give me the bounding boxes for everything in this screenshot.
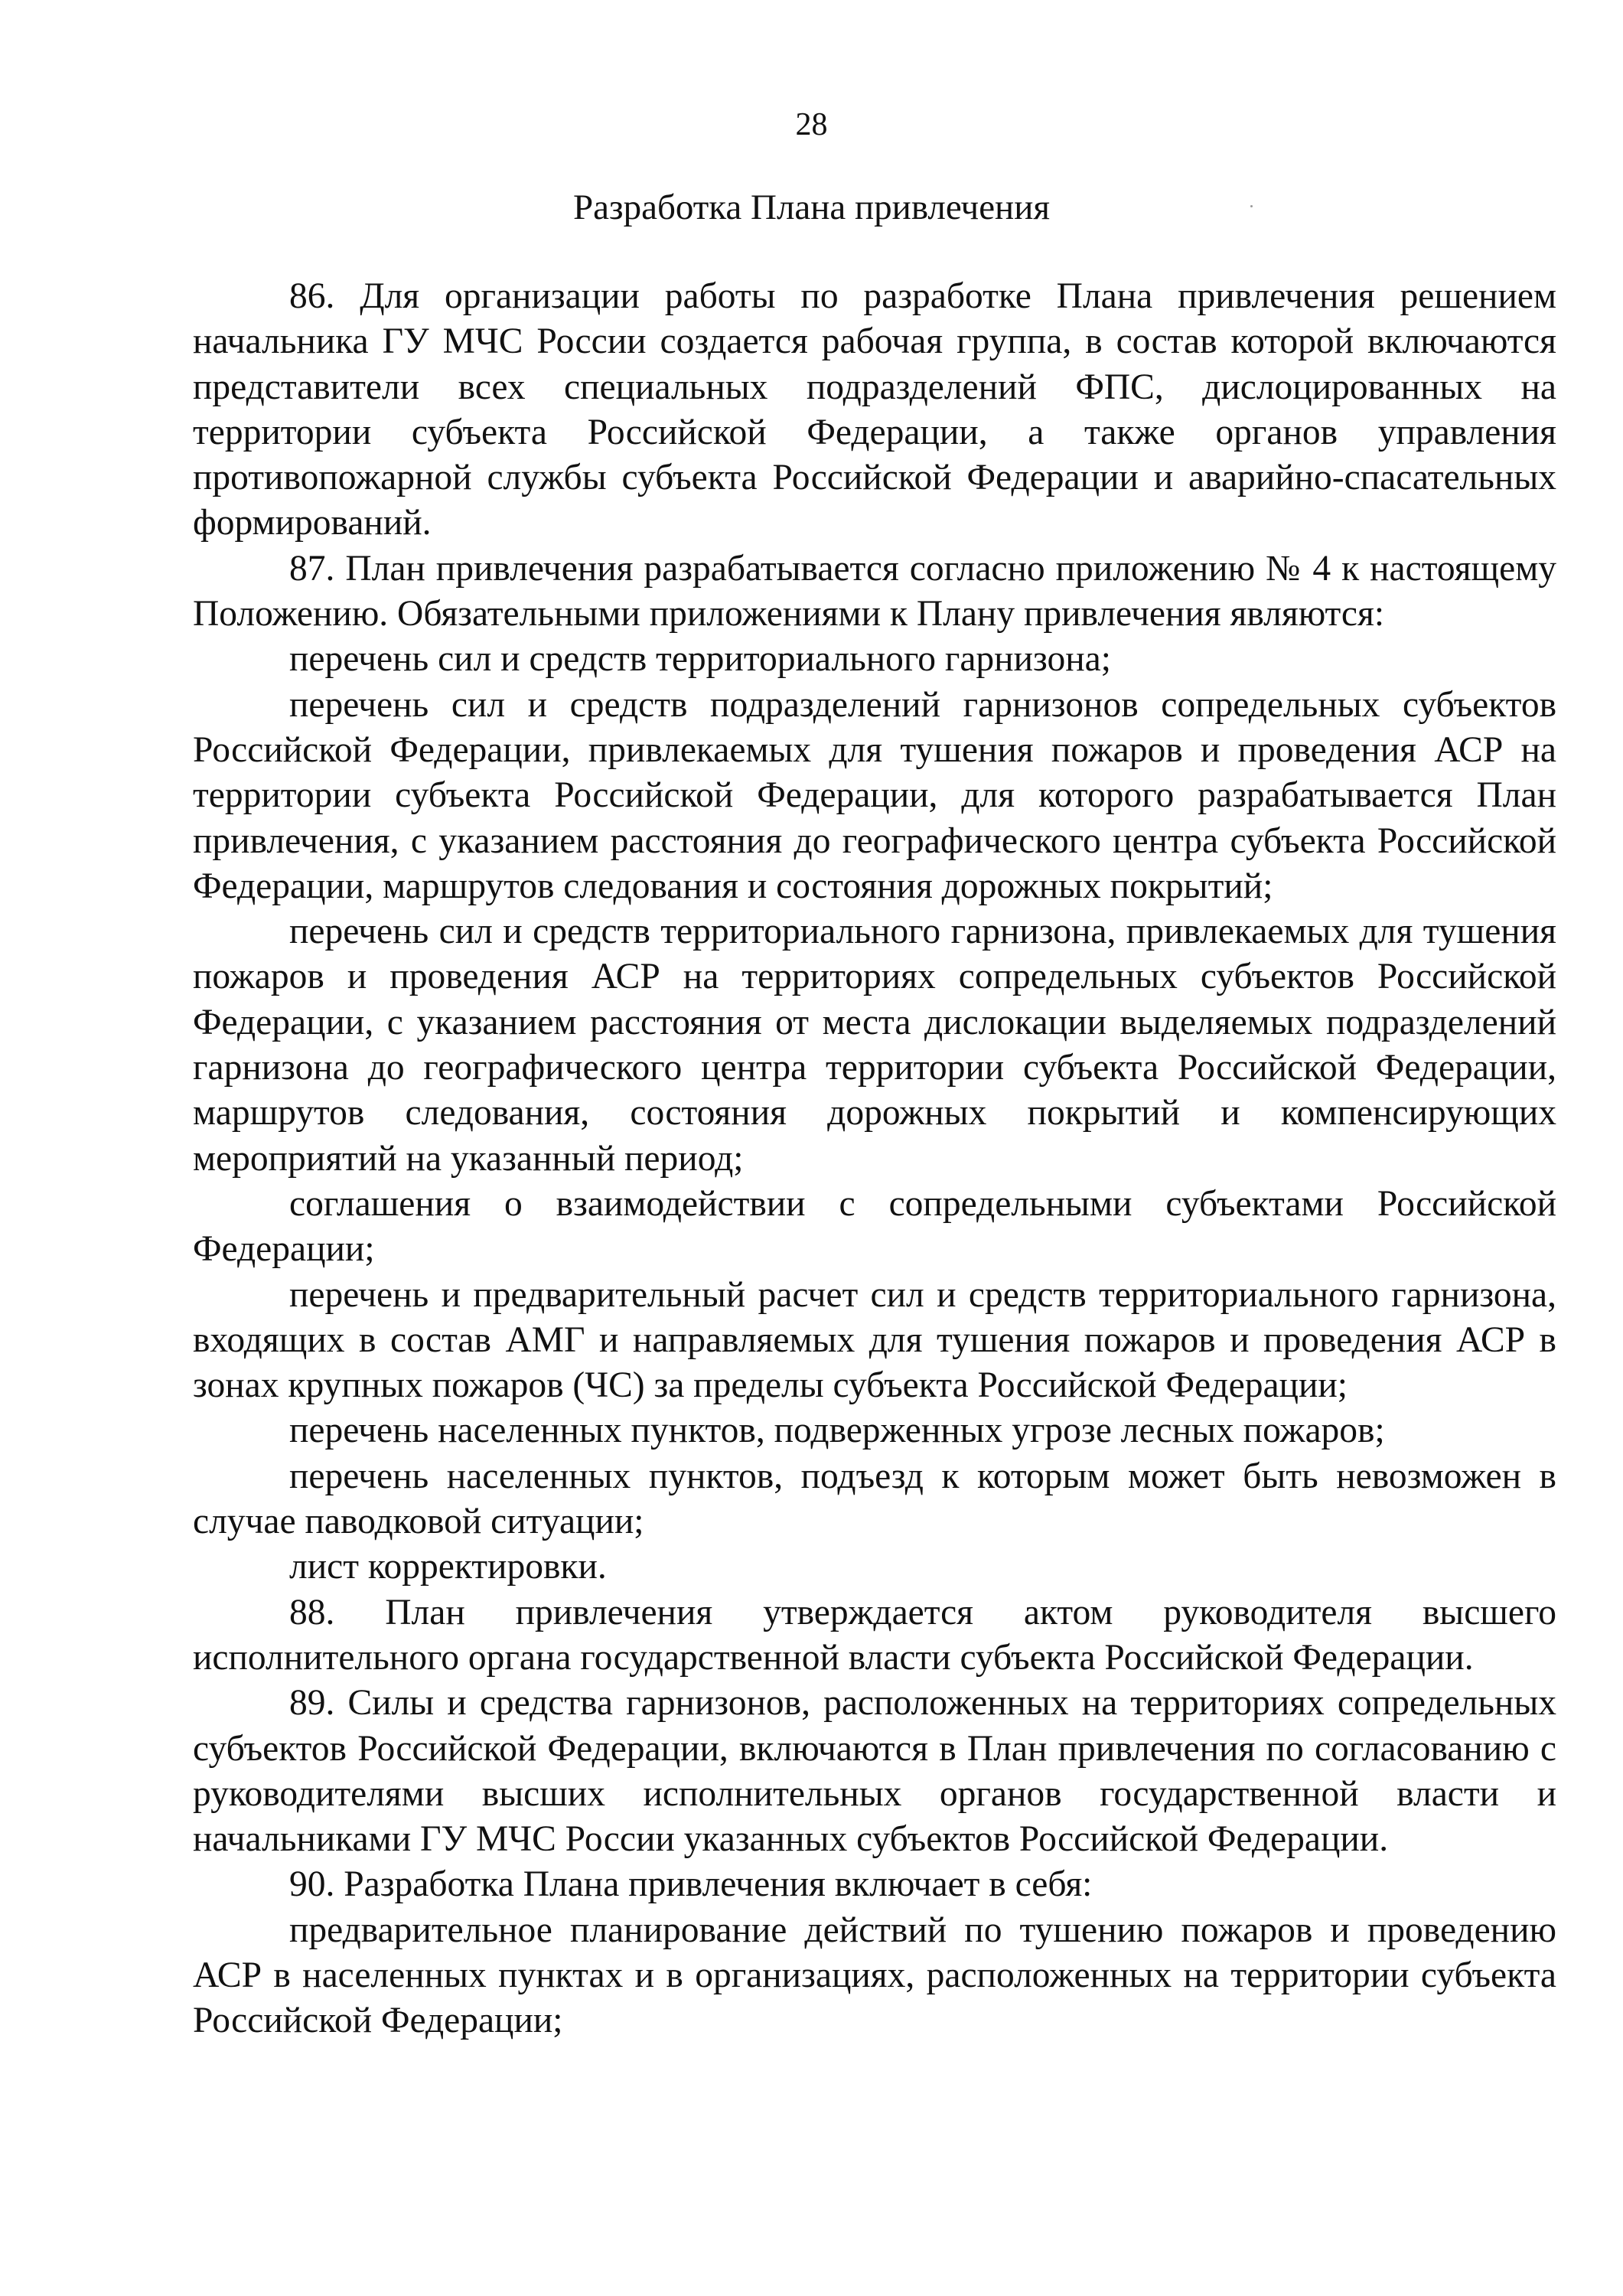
- paragraph-text: План привлечения разрабатывается согласно приложению № 4 к настоящему Положению. Обязательными приложениями к Плану привлечения являются:: [193, 548, 1557, 634]
- list-item: [193, 1273, 1556, 1409]
- page-number: 28: [795, 107, 828, 142]
- paragraph-text: перечень сил и средств территориального гарнизона;: [289, 639, 1111, 680]
- paragraph-text: соглашения о взаимодействии с сопредельными субъектами Российской Федерации;: [193, 1183, 1556, 1270]
- paragraph-text: перечень сил и средств подразделений гарнизонов сопредельных субъектов Российской Федерации, привлекаемых для тушения пожаров и проведения АСР на территории субъекта Российской Федерации, для которого разрабатывается План привлечения, с указанием расстояния до географического центра субъекта Российской Федерации, маршрутов следования и состояния дорожных покрытий;: [193, 684, 1556, 906]
- body-text: [193, 274, 1556, 2044]
- list-item: [193, 683, 1556, 909]
- paragraph-text: Для организации работы по разработке Плана привлечения решением начальника ГУ МЧС России создается рабочая группа, в состав которой включаются представители всех специальных подразделений ФПС, дислоцированных на территории субъекта Российской Федерации, а также органов управления противопожарной службы субъекта Российской Федерации и аварийно-спасательных формирований.: [193, 276, 1557, 543]
- paragraph-89: [193, 1681, 1556, 1862]
- list-item: [193, 1908, 1556, 2044]
- paragraph-number: 90.: [289, 1864, 335, 1905]
- paragraph-number: 86.: [289, 276, 335, 316]
- paragraph-text: перечень населенных пунктов, подъезд к которым может быть невозможен в случае паводковой ситуации;: [193, 1456, 1556, 1542]
- paragraph-text: предварительное планирование действий по тушению пожаров и проведению АСР в населенных пунктах и в организациях, расположенных на территории субъекта Российской Федерации;: [193, 1910, 1556, 2041]
- paragraph-86: [193, 274, 1556, 546]
- list-item: [193, 1182, 1556, 1273]
- paragraph-87: [193, 546, 1556, 638]
- paragraph-number: 89.: [289, 1683, 335, 1724]
- paragraph-number: 88.: [289, 1592, 335, 1632]
- list-item: [193, 909, 1556, 1182]
- paragraph-text: План привлечения утверждается актом руководителя высшего исполнительного органа государственной власти субъекта Российской Федерации.: [193, 1592, 1556, 1678]
- section-title: Разработка Плана привлечения: [573, 188, 1050, 227]
- list-item: [193, 1544, 1556, 1590]
- paragraph-text: лист корректировки.: [289, 1547, 607, 1587]
- list-item: [193, 1408, 1556, 1453]
- paragraph-text: Разработка Плана привлечения включает в себя:: [344, 1864, 1093, 1905]
- list-item: [193, 1454, 1556, 1545]
- paragraph-88: [193, 1590, 1556, 1681]
- paragraph-number: 87.: [289, 548, 335, 589]
- paragraph-text: перечень сил и средств территориального гарнизона, привлекаемых для тушения пожаров и проведения АСР на территориях сопредельных субъектов Российской Федерации, с указанием расстояния от места дислокации выделяемых подразделений гарнизона до географического центра территории субъекта Российской Федерации, маршрутов следования, состояния дорожных покрытий и компенсирующих мероприятий на указанный период;: [193, 912, 1556, 1179]
- paragraph-text: перечень населенных пунктов, подверженных угрозе лесных пожаров;: [289, 1411, 1385, 1451]
- list-item: [193, 637, 1556, 682]
- paragraph-90: [193, 1862, 1556, 1907]
- paragraph-text: перечень и предварительный расчет сил и средств территориального гарнизона, входящих в состав АМГ и направляемых для тушения пожаров и проведения АСР в зонах крупных пожаров (ЧС) за пределы субъекта Российской Федерации;: [193, 1274, 1556, 1406]
- paragraph-text: Силы и средства гарнизонов, расположенных на территориях сопредельных субъектов Российской Федерации, включаются в План привлечения по согласованию с руководителями высших исполнительных органов государственной власти и начальниками ГУ МЧС России указанных субъектов Российской Федерации.: [193, 1683, 1556, 1860]
